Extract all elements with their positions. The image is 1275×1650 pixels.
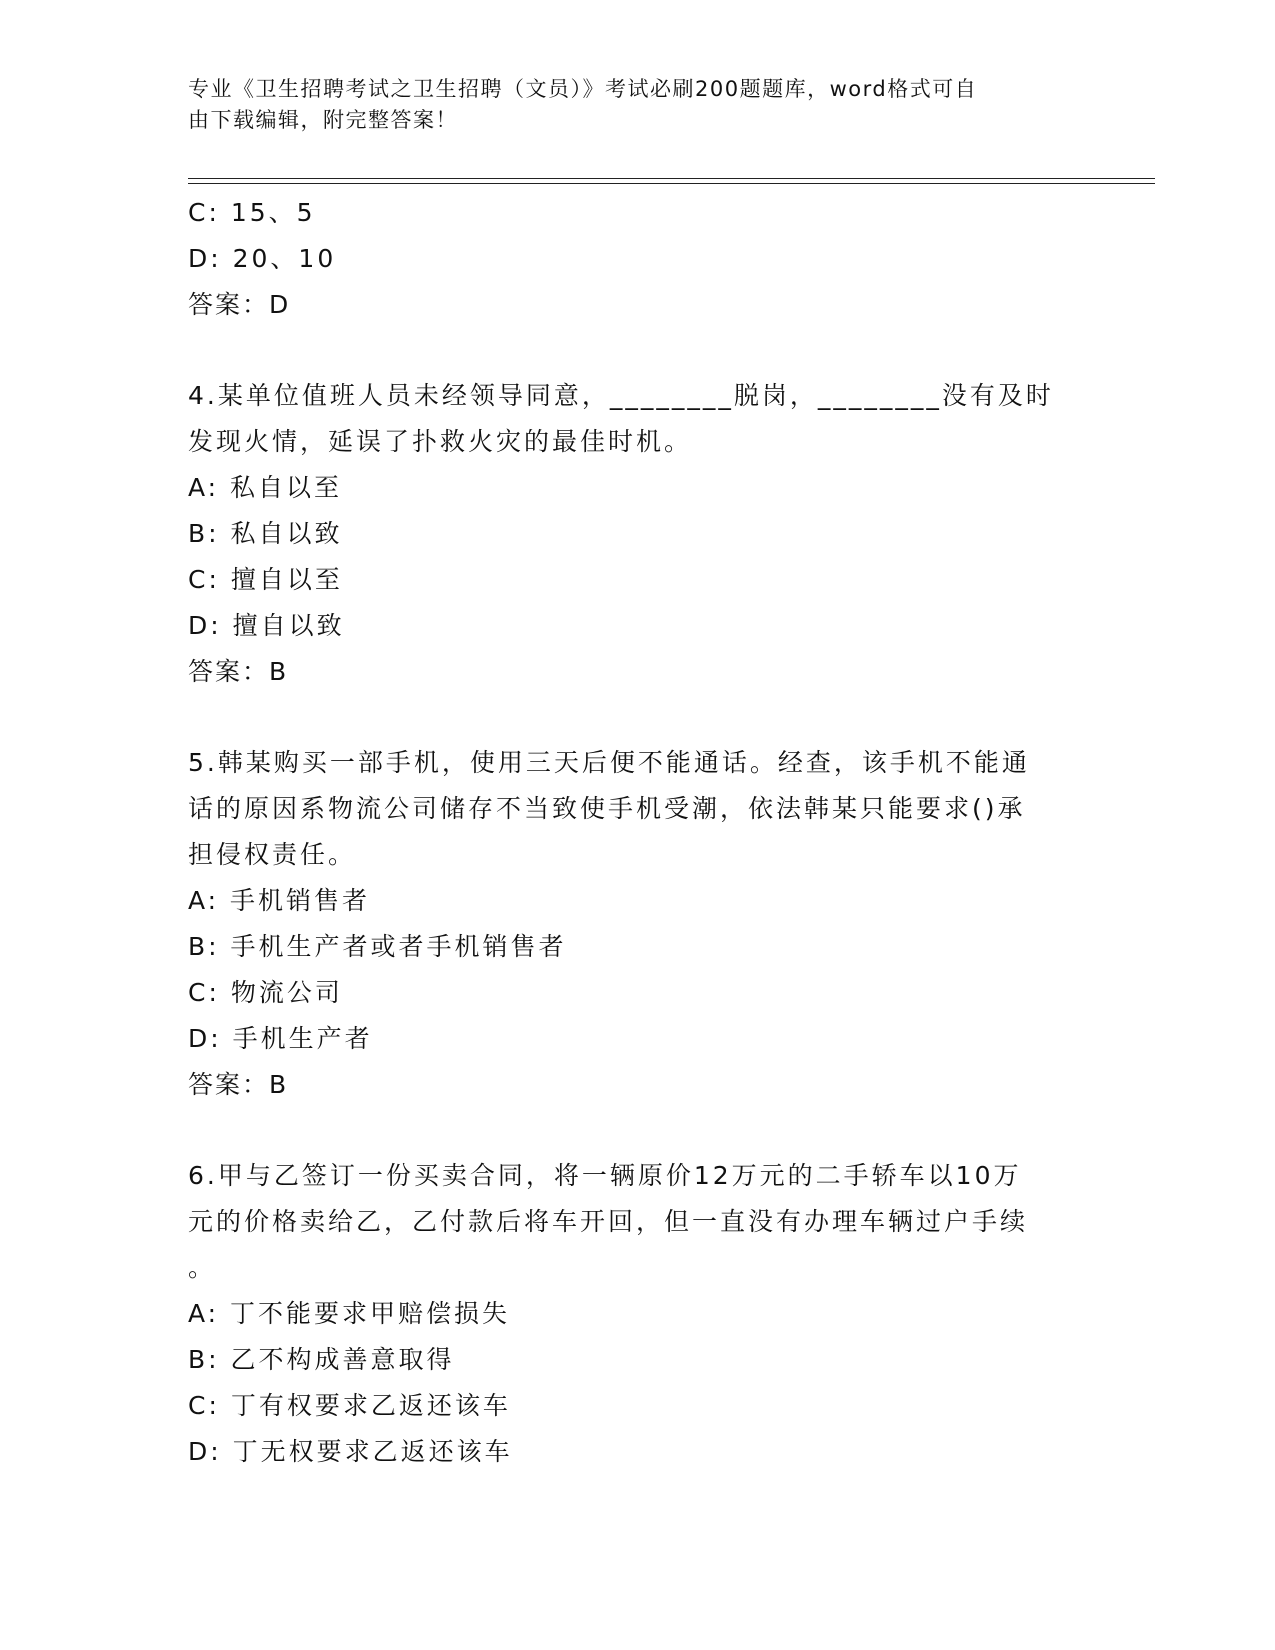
option-a: A: 手机销售者 xyxy=(188,886,371,915)
document-header xyxy=(188,74,1068,136)
option-d: D: 擅自以致 xyxy=(188,611,345,640)
option-a: A: 私自以至 xyxy=(188,473,343,502)
option-a: A: 丁不能要求甲赔偿损失 xyxy=(188,1299,511,1328)
option-c: C: 丁有权要求乙返还该车 xyxy=(188,1391,511,1420)
option-d: D: 手机生产者 xyxy=(188,1024,373,1053)
option-c: C: 擅自以至 xyxy=(188,565,343,594)
question-text-line: 。 xyxy=(188,1253,217,1282)
question-6 xyxy=(188,1153,1068,1475)
header-title-line-1: 专业《卫生招聘考试之卫生招聘（文员）》考试必刷200题题库，word格式可自 xyxy=(188,77,978,101)
option-c: C: 物流公司 xyxy=(188,978,343,1007)
question-list xyxy=(188,190,1068,1475)
question-text-line: 发现火情，延误了扑救火灾的最佳时机。 xyxy=(188,427,693,456)
question-text-line: 元的价格卖给乙，乙付款后将车开回，但一直没有办理车辆过户手续 xyxy=(188,1207,1029,1236)
question-text-line: 4.某单位值班人员未经领导同意，________脱岗，________没有及时 xyxy=(188,381,1054,410)
header-divider-top xyxy=(188,178,1155,179)
question-text-line: 话的原因系物流公司储存不当致使手机受潮，依法韩某只能要求()承 xyxy=(188,794,1026,823)
option-d: D: 丁无权要求乙返还该车 xyxy=(188,1437,513,1466)
option-b: B: 乙不构成善意取得 xyxy=(188,1345,455,1374)
question-5 xyxy=(188,740,1068,1108)
question-text-line: 担侵权责任。 xyxy=(188,840,357,869)
question-text-line: 6.甲与乙签订一份买卖合同，将一辆原价12万元的二手轿车以10万 xyxy=(188,1161,1022,1190)
option-d: D: 20、10 xyxy=(188,244,337,273)
question-4 xyxy=(188,373,1068,695)
answer-label: 答案：D xyxy=(188,290,291,319)
question-3-tail xyxy=(188,190,1068,328)
header-divider-bottom xyxy=(188,183,1155,184)
question-text-line: 5.韩某购买一部手机，使用三天后便不能通话。经查，该手机不能通 xyxy=(188,748,1030,777)
answer-label: 答案：B xyxy=(188,1070,289,1099)
option-c: C: 15、5 xyxy=(188,198,316,227)
option-b: B: 手机生产者或者手机销售者 xyxy=(188,932,567,961)
answer-label: 答案：B xyxy=(188,657,289,686)
option-b: B: 私自以致 xyxy=(188,519,343,548)
header-title-line-2: 由下载编辑，附完整答案！ xyxy=(188,108,458,132)
